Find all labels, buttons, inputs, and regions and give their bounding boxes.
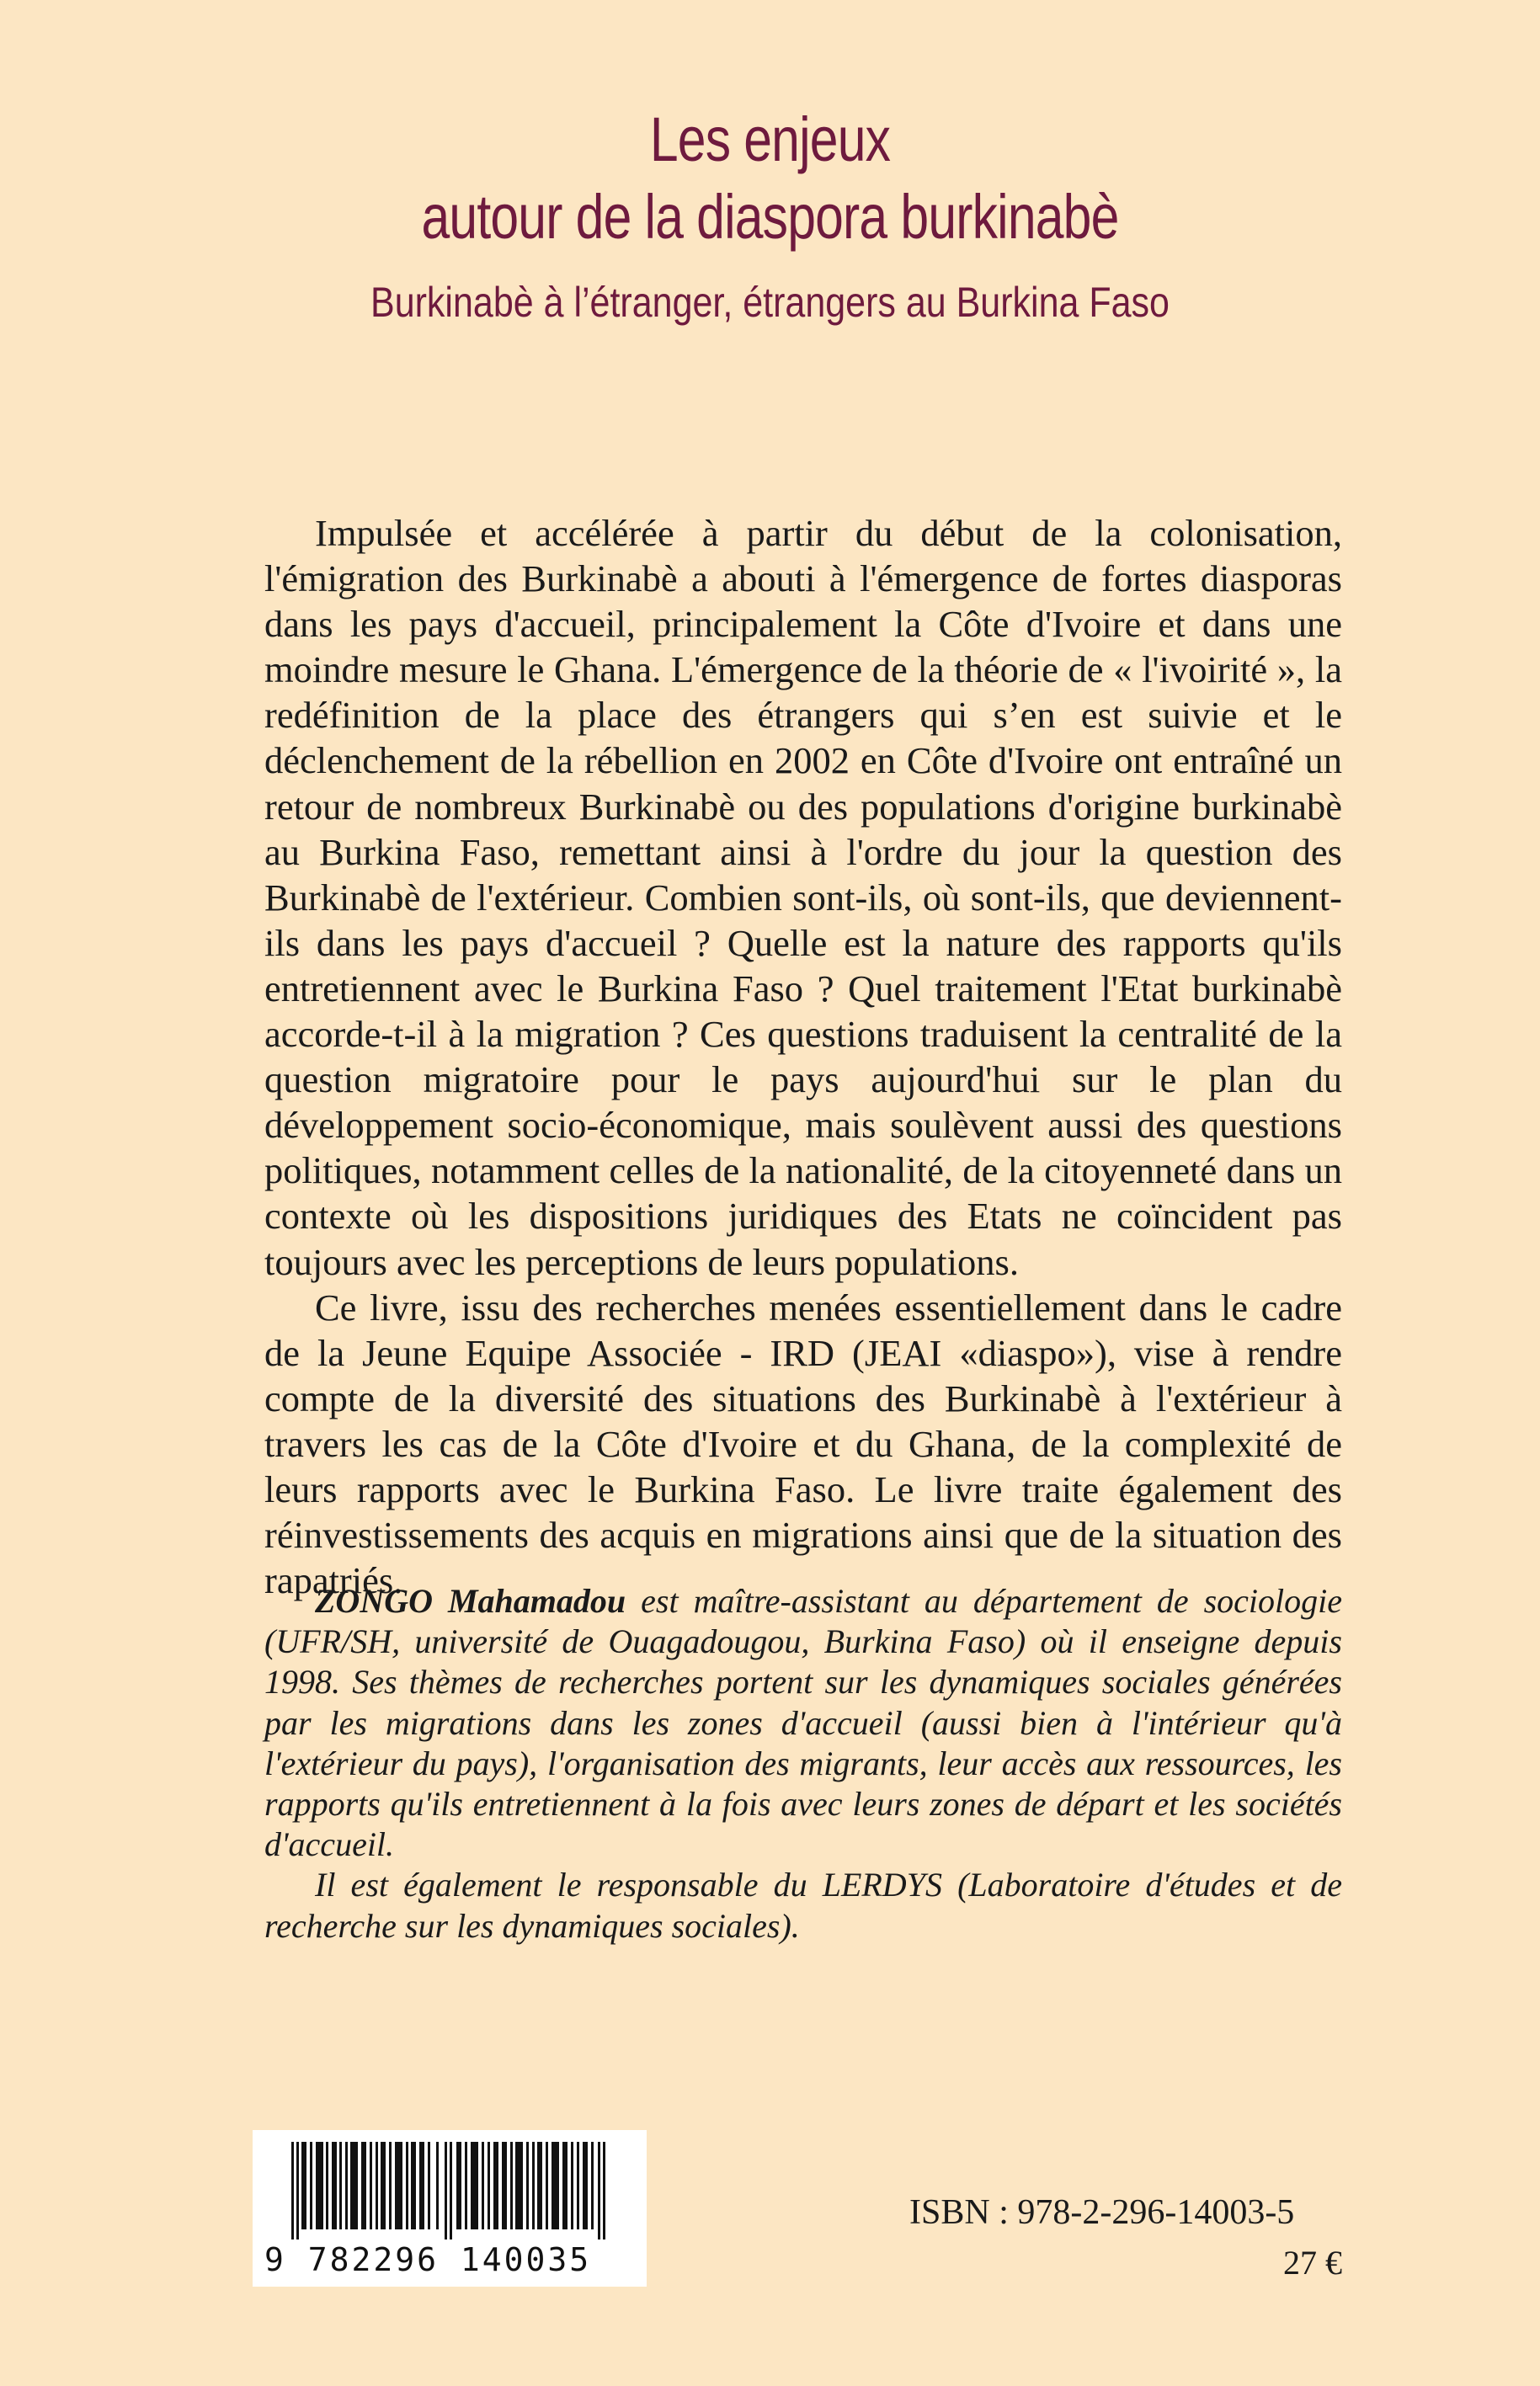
barcode (253, 2130, 647, 2287)
title-line-2: autour de la diaspora burkinabè (421, 182, 1119, 252)
summary-text (264, 510, 1342, 1603)
author-name: ZONGO Mahamadou (315, 1582, 626, 1620)
author-bio-paragraph-1 (264, 1581, 1342, 1865)
price: 27 € (1283, 2244, 1342, 2282)
title-block (0, 101, 1540, 328)
barcode-digits: 9 782296 140035 (264, 2241, 592, 2278)
summary-paragraph-2: Ce livre, issu des recherches menées essentiellement dans le cadre de la Jeune Equipe Associée - IRD (JEAI «diaspo»), vise à rendre compte de la diversité des situations des Burkinabè à l'extérieur à travers les cas de la Côte d'Ivoire et du Ghana, de la complexité de leurs rapports avec le Burkina Faso. Le livre traite également des réinvestissements des acquis en migrations ainsi que de la situation des rapatriés. (264, 1286, 1342, 1602)
subtitle: Burkinabè à l’étranger, étrangers au Burkina Faso (370, 279, 1170, 326)
author-bio-paragraph-2: Il est également le responsable du LERDYS (Laboratoire d'études et de recherche sur les dynamiques sociales). (264, 1866, 1342, 1945)
title-line-1: Les enjeux (649, 104, 891, 174)
barcode-bars (291, 2142, 620, 2240)
isbn: ISBN : 978-2-296-14003-5 (909, 2193, 1295, 2232)
author-bio (264, 1581, 1342, 1947)
summary-paragraph-1: Impulsée et accélérée à partir du début de la colonisation, l'émigration des Burkinabè a abouti à l'émergence de fortes diasporas dans les pays d'accueil, principalement la Côte d'Ivoire et dans une moindre mesure le Ghana. L'émergence de la théorie de « l'ivoirité », la redéfinition de la place des étrangers qui s’en est suivie et le déclenchement de la rébellion en 2002 en Côte d'Ivoire ont entraîné un retour de nombreux Burkinabè ou des populations d'origine burkinabè au Burkina Faso, remettant ainsi à l'ordre du jour la question des Burkinabè de l'extérieur. Combien sont-ils, où sont-ils, que deviennent-ils dans les pays d'accueil ? Quelle est la nature des rapports qu'ils entretiennent avec le Burkina Faso ? Quel traitement l'Etat burkinabè accorde-t-il à la migration ? Ces questions traduisent la centralité de la question migratoire pour le pays aujourd'hui sur le plan du développement socio-économique, mais soulèvent aussi des questions politiques, notamment celles de la nationalité, de la citoyenneté dans un contexte où les dispositions juridiques des Etats ne coïncident pas toujours avec les perceptions de leurs populations. (264, 512, 1342, 1283)
author-bio-text: est maître-assistant au département de sociologie (UFR/SH, université de Ouagadougou, Burkina Faso) où il enseigne depuis 1998. Ses thèmes de recherches portent sur les dynamiques sociales générées par les migrations dans les zones d'accueil (aussi bien à l'intérieur qu'à l'extérieur du pays), l'organisation des migrants, leur accès aux ressources, les rapports qu'ils entretiennent à la fois avec leurs zones de départ et les sociétés d'accueil. (264, 1582, 1342, 1864)
